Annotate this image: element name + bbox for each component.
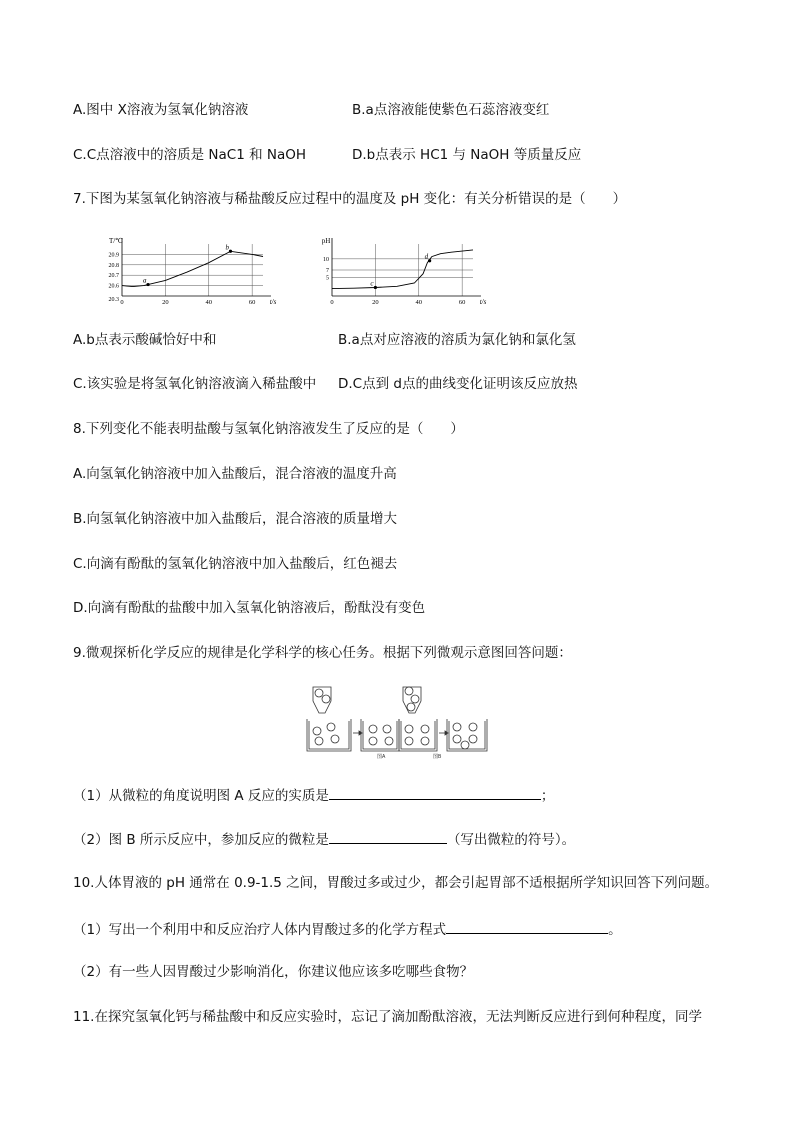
q6-option-d: D.b点表示 HC1 与 NaOH 等质量反应 — [352, 147, 582, 163]
q9-sub1-text: （1）从微粒的角度说明图 A 反应的实质是 — [73, 788, 329, 804]
x-axis-label: t/s — [479, 298, 487, 306]
q9-sub1-end: ； — [540, 788, 555, 804]
y-tick-label: 20.7 — [108, 273, 119, 280]
q10-sub1-end: 。 — [608, 922, 622, 938]
q8-stem: 8.下列变化不能表明盐酸与氢氧化钠溶液发生了反应的是（ ） — [73, 421, 464, 437]
micro-reaction-diagram — [305, 685, 491, 761]
q9-sub2-end: （写出微粒的符号）。 — [446, 832, 576, 848]
q6-option-a: A.图中 X溶液为氢氧化钠溶液 — [73, 102, 249, 118]
y-tick-label: 7 — [326, 268, 329, 274]
x-tick-label: 60 — [248, 299, 256, 306]
series-line — [332, 250, 473, 289]
x-axis-label: t/s — [269, 298, 277, 306]
beaker-2 — [361, 719, 399, 751]
q9-sub2 — [73, 829, 575, 849]
q7-stem: 7.下图为某氢氧化钠溶液与稀盐酸反应过程中的温度及 pH 变化：有关分析错误的是（ ） — [73, 191, 627, 207]
y-tick-label: 20.8 — [108, 262, 119, 269]
q10-stem: 10.人体胃液的 pH 通常在 0.9-1.5 之间，胃酸过多或过少，都会引起胃部不适根据所学知识回答下列问题。 — [73, 875, 719, 891]
y-tick-label: 20.6 — [108, 283, 119, 290]
x-tick-label: 40 — [415, 299, 423, 306]
y-axis-label: T/℃ — [108, 237, 124, 245]
y-tick-label: 5 — [326, 275, 329, 282]
y-tick-label: 10 — [323, 256, 329, 263]
x-tick-label: 60 — [458, 299, 466, 306]
q9-sub2-answer-blank[interactable] — [329, 829, 447, 844]
y-tick-label: 20.9 — [108, 252, 119, 259]
q8-option-c: C.向滴有酚酞的氢氧化钠溶液中加入盐酸后，红色褪去 — [73, 556, 398, 572]
ph-chart — [308, 234, 488, 306]
point-d — [428, 259, 431, 262]
q10-sub1-answer-blank[interactable] — [446, 919, 608, 934]
q9-sub1 — [73, 785, 554, 805]
q7-option-a: A.b点表示酸碱恰好中和 — [73, 332, 217, 348]
q7-option-c: C.该实验是将氢氧化钠溶液滴入稀盐酸中 — [73, 376, 317, 392]
point-label-c: c — [370, 279, 374, 288]
q6-option-c: C.C点溶液中的溶质是 NaC1 和 NaOH — [73, 147, 307, 163]
point-label-d: d — [424, 252, 429, 261]
q8-option-b: B.向氢氧化钠溶液中加入盐酸后，混合溶液的质量增大 — [73, 511, 398, 527]
q10-sub1 — [73, 919, 622, 939]
point-label-b: b — [225, 243, 229, 252]
beaker-3 — [399, 719, 437, 751]
x-tick-label: 0 — [330, 299, 334, 306]
q8-option-d: D.向滴有酚酞的盐酸中加入氢氧化钠溶液后，酚酞没有变色 — [73, 600, 426, 616]
q11-stem: 11.在探究氢氧化钙与稀盐酸中和反应实验时，忘记了滴加酚酞溶液，无法判断反应进行到何种程度，同学 — [73, 1009, 702, 1025]
q10-sub1-text: （1）写出一个利用中和反应治疗人体内胃酸过多的化学方程式 — [73, 922, 447, 938]
point-b — [229, 250, 232, 253]
diagram-label-b: 图B — [433, 754, 442, 760]
dropper-b — [403, 687, 421, 713]
q9-sub1-answer-blank[interactable] — [329, 785, 541, 800]
beaker-4 — [447, 719, 487, 751]
q9-sub2-text: （2）图 B 所示反应中，参加反应的微粒是 — [73, 832, 329, 848]
point-a — [146, 283, 149, 286]
q9-stem: 9.微观探析化学反应的规律是化学科学的核心任务。根据下列微观示意图回答问题： — [73, 645, 572, 661]
y-tick-label: 20.3 — [108, 297, 119, 303]
x-tick-label: 20 — [372, 299, 379, 306]
point-c — [374, 286, 377, 289]
point-label-a: a — [143, 276, 147, 285]
x-tick-label: 20 — [162, 299, 169, 306]
q8-option-a: A.向氢氧化钠溶液中加入盐酸后，混合溶液的温度升高 — [73, 466, 397, 482]
diagram-label-a: 图A — [377, 754, 386, 760]
x-tick-label: 40 — [205, 299, 213, 306]
q6-option-b: B.a点溶液能使紫色石蕊溶液变红 — [352, 102, 550, 118]
temperature-chart — [98, 234, 278, 306]
q7-option-d: D.C点到 d点的曲线变化证明该反应放热 — [338, 376, 578, 392]
q7-option-b: B.a点对应溶液的溶质为氯化钠和氯化氢 — [338, 332, 576, 348]
q10-sub2: （2）有一些人因胃酸过少影响消化，你建议他应该多吃哪些食物？ — [73, 964, 474, 980]
x-tick-label: 0 — [120, 299, 124, 306]
y-axis-label: pH — [321, 237, 331, 245]
